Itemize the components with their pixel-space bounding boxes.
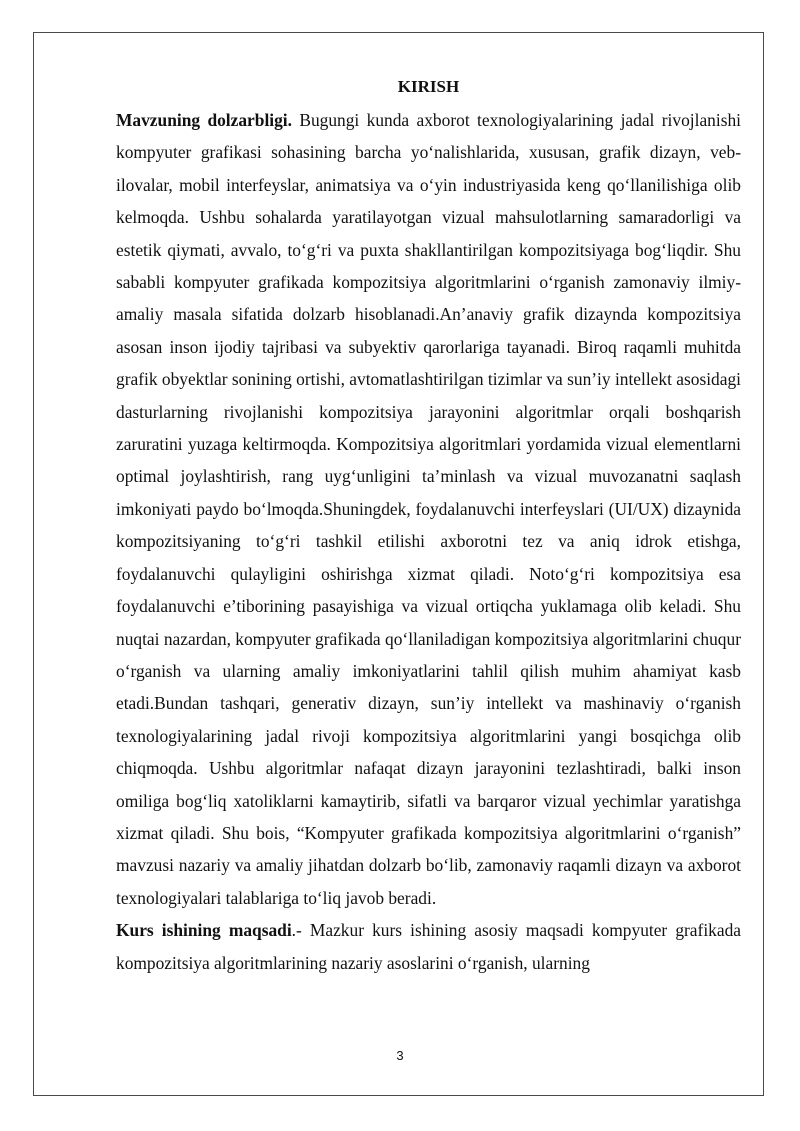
relevance-paragraph <box>116 104 741 914</box>
goal-text: .- Mazkur kurs ishining asosiy maqsadi kompyuter grafikada kompozitsiya algoritmlarining nazariy asoslarini o‘rganish, ularning <box>116 920 741 973</box>
relevance-heading: Mavzuning dolzarbligi. <box>116 110 292 130</box>
goal-paragraph <box>116 914 741 979</box>
goal-heading: Kurs ishining maqsadi <box>116 920 292 941</box>
page-number: 3 <box>396 1048 404 1063</box>
section-title: KIRISH <box>397 77 460 96</box>
relevance-text: Bugungi kunda axborot texnologiyalarining jadal rivojlanishi kompyuter grafikasi sohasining barcha yo‘nalishlarida, xususan, grafik dizayn, veb-ilovalar, mobil interfeyslar, animatsiya va o‘yin industriyasida keng qo‘llanilishiga olib kelmoqda. Ushbu sohalarda yaratilayotgan vizual mahsulotlarning samaradorligi va estetik qiymati, avvalo, to‘g‘ri va puxta shakllantirilgan kompozitsiyaga bog‘liqdir. Shu sababli kompyuter grafikada kompozitsiya algoritmlarini o‘rganish zamonaviy ilmiy-amaliy masala sifatida dolzarb hisoblanadi.An’anaviy grafik dizaynda kompozitsiya asosan inson ijodiy tajribasi va subyektiv qarorlariga tayanadi. Biroq raqamli muhitda grafik obyektlar sonining ortishi, avtomatlashtirilgan tizimlar va sun’iy intellekt asosidagi dasturlarning rivojlanishi kompozitsiya jarayonini algoritmlar orqali boshqarish zaruratini yuzaga keltirmoqda. Kompozitsiya algoritmlari yordamida vizual elementlarni optimal joylashtirish, rang uyg‘unligini ta’minlash va vizual muvozanatni saqlash imkoniyati paydo bo‘lmoqda.Shuningdek, foydalanuvchi interfeyslari (UI/UX) dizaynida kompozitsiyaning to‘g‘ri tashkil etilishi axborotni tez va aniq idrok etishga, foydalanuvchi qulayligini oshirishga xizmat qiladi. Noto‘g‘ri kompozitsiya esa foydalanuvchi e’tiborining pasayishiga va vizual ortiqcha yuklamaga olib keladi. Shu nuqtai nazardan, kompyuter grafikada qo‘llaniladigan kompozitsiya algoritmlarini chuqur o‘rganish va ularning amaliy imkoniyatlarini tahlil qilish muhim ahamiyat kasb etadi.Bundan tashqari, generativ dizayn, sun’iy intellekt va mashinaviy o‘rganish texnologiyalarining jadal rivoji kompozitsiya algoritmlarini yangi bosqichga olib chiqmoqda. Ushbu algoritmlar nafaqat dizayn jarayonini tezlashtiradi, balki inson omiliga bog‘liq xatoliklarni kamaytirib, sifatli va barqaror vizual yechimlar yaratishga xizmat qiladi. Shu bois, “Kompyuter grafikada kompozitsiya algoritmlarini o‘rganish” mavzusi nazariy va amaliy jihatdan dolzarb bo‘lib, zamonaviy raqamli dizayn va axborot texnologiyalari talablariga to‘liq javob beradi. <box>116 110 741 908</box>
document-body <box>116 74 741 979</box>
